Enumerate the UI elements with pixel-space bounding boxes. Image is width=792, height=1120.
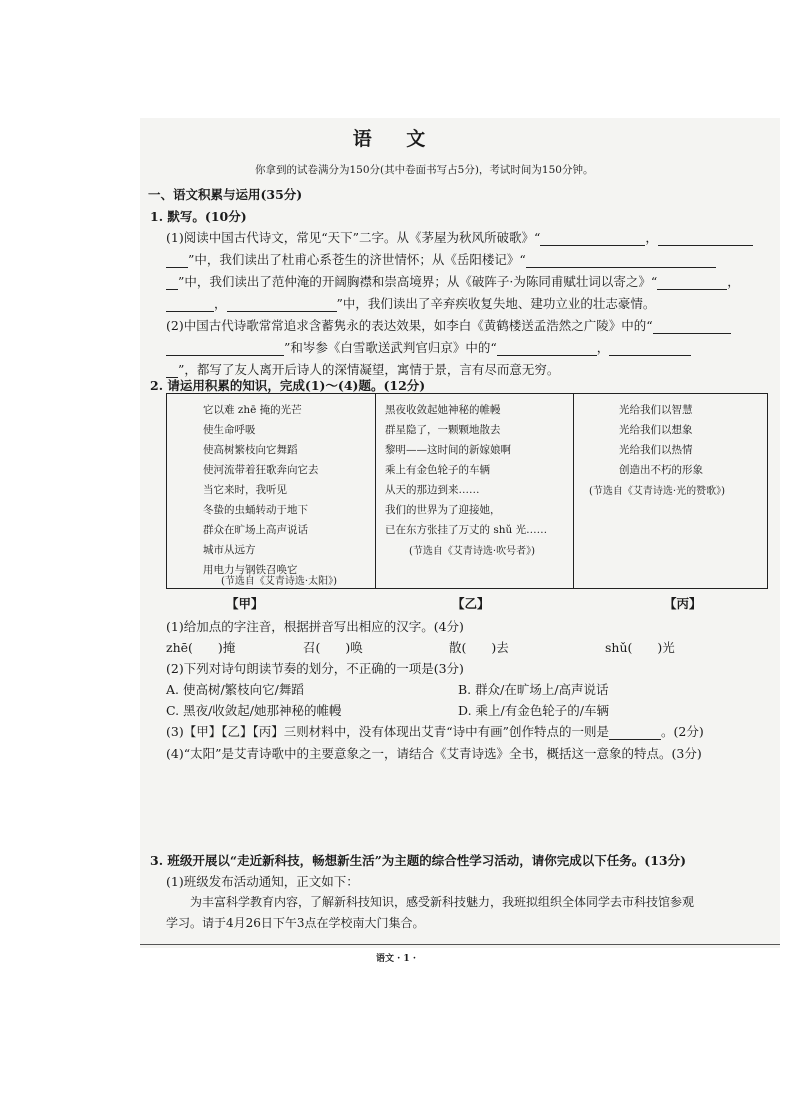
poem-line: 冬蛰的虫蛹转动于地下 — [203, 504, 308, 516]
q1-line5: (2)中国古代诗歌常常追求含蓄隽永的表达效果，如李白《黄鹤楼送孟浩然之广陵》中的“ — [166, 316, 731, 334]
poem-line: 从天的那边到来…… — [385, 484, 480, 496]
page-footer: 语文 · 1 · — [376, 954, 416, 964]
footer-divider — [140, 944, 780, 945]
q3-sub1: (1)班级发布活动通知，正文如下： — [166, 874, 359, 889]
pinyin-item-1: zhē( )掩 — [166, 640, 236, 655]
pinyin-item-3: 散( )去 — [449, 640, 509, 655]
poem-line: 乘上有金色轮子的车辆 — [385, 464, 490, 476]
poem-line: 黑夜收敛起她神秘的帷幔 — [385, 404, 501, 416]
poem-line: 当它来时，我听见 — [203, 484, 287, 496]
q1-line6: ”和岑参《白雪歌送武判官归京》中的“ ， — [166, 338, 691, 356]
poem-line: 它以难 zhē 掩的光芒 — [203, 404, 302, 416]
poem-line: 城市从远方 — [203, 544, 256, 556]
poem-line: 创造出不朽的形象 — [619, 464, 703, 476]
label-yi: 【乙】 — [452, 596, 490, 611]
poem-line: 我们的世界为了迎接她， — [385, 504, 501, 516]
poem-source: (节选自《艾青诗选·太阳》) — [221, 576, 337, 587]
q1-heading: 1. 默写。(10分) — [150, 209, 247, 224]
q2-heading: 2. 请运用积累的知识，完成(1)～(4)题。(12分) — [150, 378, 426, 393]
poem-line: 使河流带着狂歌奔向它去 — [203, 464, 319, 476]
q1-line7: ”，都写了友人离开后诗人的深情凝望，寓情于景，言有尽而意无穷。 — [166, 360, 559, 378]
option-c: C. 黑夜/收敛起/她那神秘的帷幔 — [166, 703, 342, 718]
q1-line3: ”中，我们读出了范仲淹的开阔胸襟和崇高境界；从《破阵子·为陈同甫赋壮词以寄之》“ ， — [166, 272, 740, 290]
poem-table — [166, 393, 768, 589]
pinyin-item-2: 召( )唤 — [303, 640, 363, 655]
q1-line2: ”中，我们读出了杜甫心系苍生的济世情怀；从《岳阳楼记》“ — [166, 250, 716, 268]
poem-line: 群星隐了，一颗颗地散去 — [385, 424, 501, 436]
poem-line: 使生命呼吸 — [203, 424, 256, 436]
poem-line: 光给我们以热情 — [619, 444, 693, 456]
notice-body-2: 学习。请于4月26日下午3点在学校南大门集合。 — [166, 916, 425, 930]
poem-line: 黎明——这时间的新嫁娘啊 — [385, 444, 511, 456]
page-title: 语 文 — [352, 128, 440, 150]
label-jia: 【甲】 — [226, 596, 264, 611]
q1-line4: ， ”中，我们读出了辛弃疾收复失地、建功立业的壮志豪情。 — [166, 294, 655, 312]
label-bing: 【丙】 — [664, 596, 702, 611]
poem-jia — [167, 394, 376, 588]
poem-line: 群众在旷场上高声说话 — [203, 524, 308, 536]
poem-line: 用电力与钢铁召唤它 — [203, 564, 298, 576]
option-a: A. 使高树/繁枝向它/舞蹈 — [166, 682, 304, 697]
poem-bing — [573, 394, 767, 588]
pinyin-item-4: shǔ( )光 — [605, 640, 675, 655]
q2-sub2: (2)下列对诗句朗读节奏的划分，不正确的一项是(3分) — [166, 661, 464, 676]
poem-line: 光给我们以智慧 — [619, 404, 693, 416]
q3-heading: 3. 班级开展以“走近新科技，畅想新生活”为主题的综合性学习活动，请你完成以下任务。(13分) — [150, 853, 687, 868]
poem-yi — [375, 394, 574, 588]
q2-sub4: (4)“太阳”是艾青诗歌中的主要意象之一，请结合《艾青诗选》全书，概括这一意象的特点。(3分) — [166, 746, 702, 761]
poem-line: 光给我们以想象 — [619, 424, 693, 436]
option-b: B. 群众/在旷场上/高声说话 — [458, 682, 609, 697]
q2-sub1: (1)给加点的字注音，根据拼音写出相应的汉字。(4分) — [166, 619, 464, 634]
notice-body-1: 为丰富科学教育内容，了解新科技知识，感受新科技魅力，我班拟组织全体同学去市科技馆参观 — [190, 895, 695, 909]
poem-line: 使高树繁枝向它舞蹈 — [203, 444, 298, 456]
option-d: D. 乘上/有金色轮子的/车辆 — [458, 703, 609, 718]
exam-note: 你拿到的试卷满分为150分(其中卷面书写占5分)，考试时间为150分钟。 — [255, 164, 594, 176]
q2-sub3: (3)【甲】【乙】【丙】三则材料中，没有体现出艾青“诗中有画”创作特点的一则是 。(2分) — [166, 724, 704, 739]
poem-source: (节选自《艾青诗选·光的赞歌》) — [589, 486, 725, 497]
poem-source: (节选自《艾青诗选·吹号者》) — [409, 546, 535, 557]
q1-line1: (1)阅读中国古代诗文，常见“天下”二字。从《茅屋为秋风所破歌》“ ， — [166, 228, 753, 246]
section-heading: 一、语文积累与运用(35分) — [148, 187, 303, 202]
poem-line: 已在东方张挂了万丈的 shǔ 光…… — [385, 524, 548, 536]
